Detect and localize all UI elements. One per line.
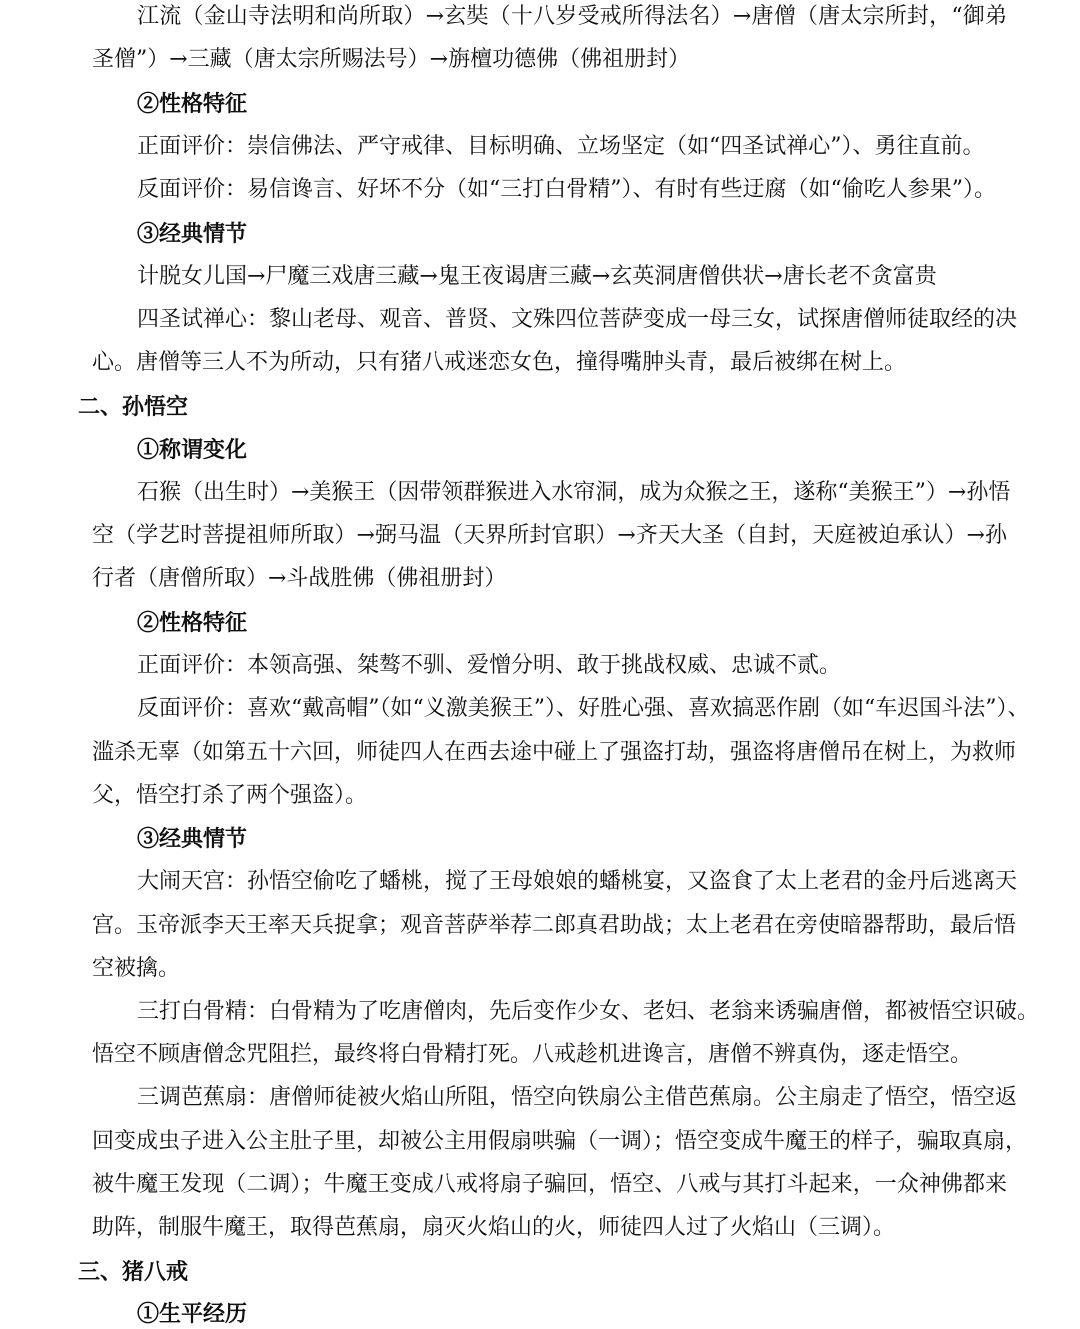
wukong-traits-negative-line-1: 反面评价：喜欢“戴高帽”（如“义激美猴王”）、好胜心强、喜欢搞恶作剧（如“车迟国斗法”）、 <box>137 696 1030 721</box>
wukong-names-line-1: 石猴（出生时）→美猴王（因带领群猴进入水帘洞，成为众猴之王，遂称“美猴王”）→孙悟 <box>137 480 1011 505</box>
tangseng-traits-positive: 正面评价：崇信佛法、严守戒律、目标明确、立场坚定（如“四圣试禅心”）、勇往直前。 <box>137 134 985 159</box>
wukong-plot-heaven-line-3: 空被擒。 <box>92 956 181 981</box>
tangseng-plots-heading: ③经典情节 <box>137 221 248 247</box>
wukong-traits-negative-line-2: 滥杀无辜（如第五十六回，师徒四人在西去途中碰上了强盗打劫，强盗将唐僧吊在树上，为救师 <box>92 740 1017 765</box>
tangseng-traits-negative: 反面评价：易信谗言、好坏不分（如“三打白骨精”）、有时有些迂腐（如“偷吃人参果”）。 <box>137 177 996 202</box>
wukong-traits-positive: 正面评价：本领高强、桀骜不驯、爱憎分明、敢于挑战权威、忠诚不贰。 <box>137 653 842 678</box>
tangseng-names-line-1: 江流（金山寺法明和尚所取）→玄奘（十八岁受戒所得法名）→唐僧（唐太宗所封，“御弟 <box>137 4 1007 29</box>
tangseng-plot-line-2: 心。唐僧等三人不为所动，只有猪八戒迷恋女色，撞得嘴肿头青，最后被绑在树上。 <box>92 350 907 375</box>
wukong-plot-heaven-line-2: 宫。玉帝派李天王率天兵捉拿；观音菩萨举荐二郎真君助战；太上老君在旁使暗器帮助，最后悟 <box>92 913 1017 938</box>
wukong-traits-heading: ②性格特征 <box>137 610 248 636</box>
wukong-plot-bone-line-1: 三打白骨精：白骨精为了吃唐僧肉，先后变作少女、老妇、老翁来诱骗唐僧，都被悟空识破。 <box>137 999 1040 1024</box>
tangseng-traits-heading: ②性格特征 <box>137 91 248 117</box>
wukong-names-line-2: 空（学艺时菩提祖师所取）→弼马温（天界所封官职）→齐天大圣（自封，天庭被迫承认）→孙 <box>92 523 1007 548</box>
tangseng-names-line-2: 圣僧”）→三藏（唐太宗所赐法号）→旃檀功德佛（佛祖册封） <box>92 47 691 72</box>
wukong-plot-fan-line-3: 被牛魔王发现（二调）；牛魔王变成八戒将扇子骗回，悟空、八戒与其打斗起来，一众神佛都来 <box>92 1172 1007 1197</box>
wukong-plots-heading: ③经典情节 <box>137 826 248 852</box>
wukong-plot-heaven-line-1: 大闹天宫：孙悟空偷吃了蟠桃，搅了王母娘娘的蟠桃宴，又盗食了太上老君的金丹后逃离天 <box>137 869 1018 894</box>
section-heading-zhu-bajie: 三、猪八戒 <box>78 1259 189 1285</box>
tangseng-plot-line-1: 四圣试禅心：黎山老母、观音、普贤、文殊四位菩萨变成一母三女，试探唐僧师徒取经的决 <box>137 307 1018 332</box>
wukong-names-line-3: 行者（唐僧所取）→斗战胜佛（佛祖册封） <box>92 566 507 591</box>
wukong-plot-bone-line-2: 悟空不顾唐僧念咒阻拦，最终将白骨精打死。八戒趁机进谗言，唐僧不辨真伪，逐走悟空。 <box>92 1042 973 1067</box>
bajie-life-heading: ①生平经历 <box>137 1301 248 1327</box>
tangseng-plots-list: 计脱女儿国→尸魔三戏唐三藏→鬼王夜谒唐三藏→玄英洞唐僧供状→唐长老不贪富贵 <box>137 264 937 289</box>
wukong-plot-fan-line-1: 三调芭蕉扇：唐僧师徒被火焰山所阻，悟空向铁扇公主借芭蕉扇。公主扇走了悟空，悟空返 <box>137 1085 1018 1110</box>
section-heading-sun-wukong: 二、孙悟空 <box>78 394 189 420</box>
wukong-names-heading: ①称谓变化 <box>137 437 248 463</box>
wukong-plot-fan-line-2: 回变成虫子进入公主肚子里，却被公主用假扇哄骗（一调）；悟空变成牛魔王的样子，骗取真扇， <box>92 1129 1028 1154</box>
wukong-traits-negative-line-3: 父，悟空打杀了两个强盗）。 <box>92 783 368 808</box>
wukong-plot-fan-line-4: 助阵，制服牛魔王，取得芭蕉扇，扇灭火焰山的火，师徒四人过了火焰山（三调）。 <box>92 1215 896 1240</box>
